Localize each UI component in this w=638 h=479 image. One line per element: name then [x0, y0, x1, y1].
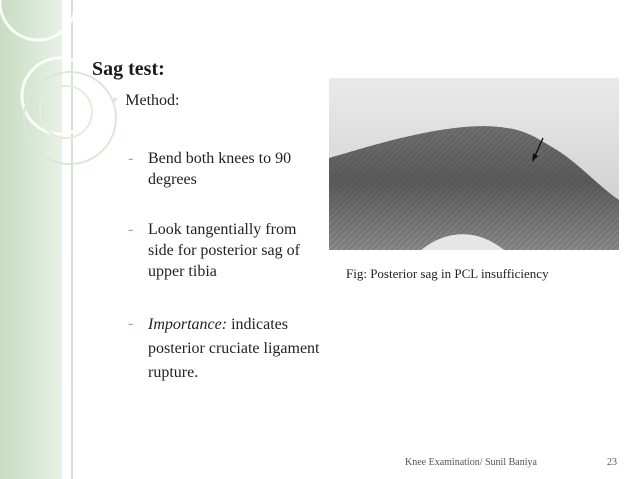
importance-text: indicates posterior cruciate ligament rupture.: [148, 316, 320, 381]
bullet-item: [128, 219, 323, 282]
bullet-text: Bend both knees to 90 degrees: [148, 150, 292, 188]
dash-bullet-icon: -: [128, 150, 134, 167]
method-label: Method:: [125, 92, 180, 109]
figure-caption: Fig: Posterior sag in PCL insufficiency: [346, 266, 549, 281]
dash-bullet-icon: -: [128, 315, 134, 332]
decorative-rings: [0, 0, 120, 190]
dash-bullet-icon: -: [128, 221, 134, 238]
knee-photo: [329, 78, 619, 250]
importance-label: Importance:: [148, 316, 228, 333]
method-item: [113, 92, 179, 110]
bullet-text: [148, 313, 323, 385]
bullet-text: Look tangentially from side for posterior sag of upper tibia: [148, 221, 300, 280]
bullet-item: [128, 313, 323, 385]
footer-text: Knee Examination/ Sunil Baniya: [405, 457, 537, 468]
page-number: 23: [607, 457, 617, 468]
circle-bullet-icon: ◦: [113, 92, 118, 106]
slide-title: Sag test:: [92, 58, 165, 80]
bullet-item: [128, 148, 323, 190]
